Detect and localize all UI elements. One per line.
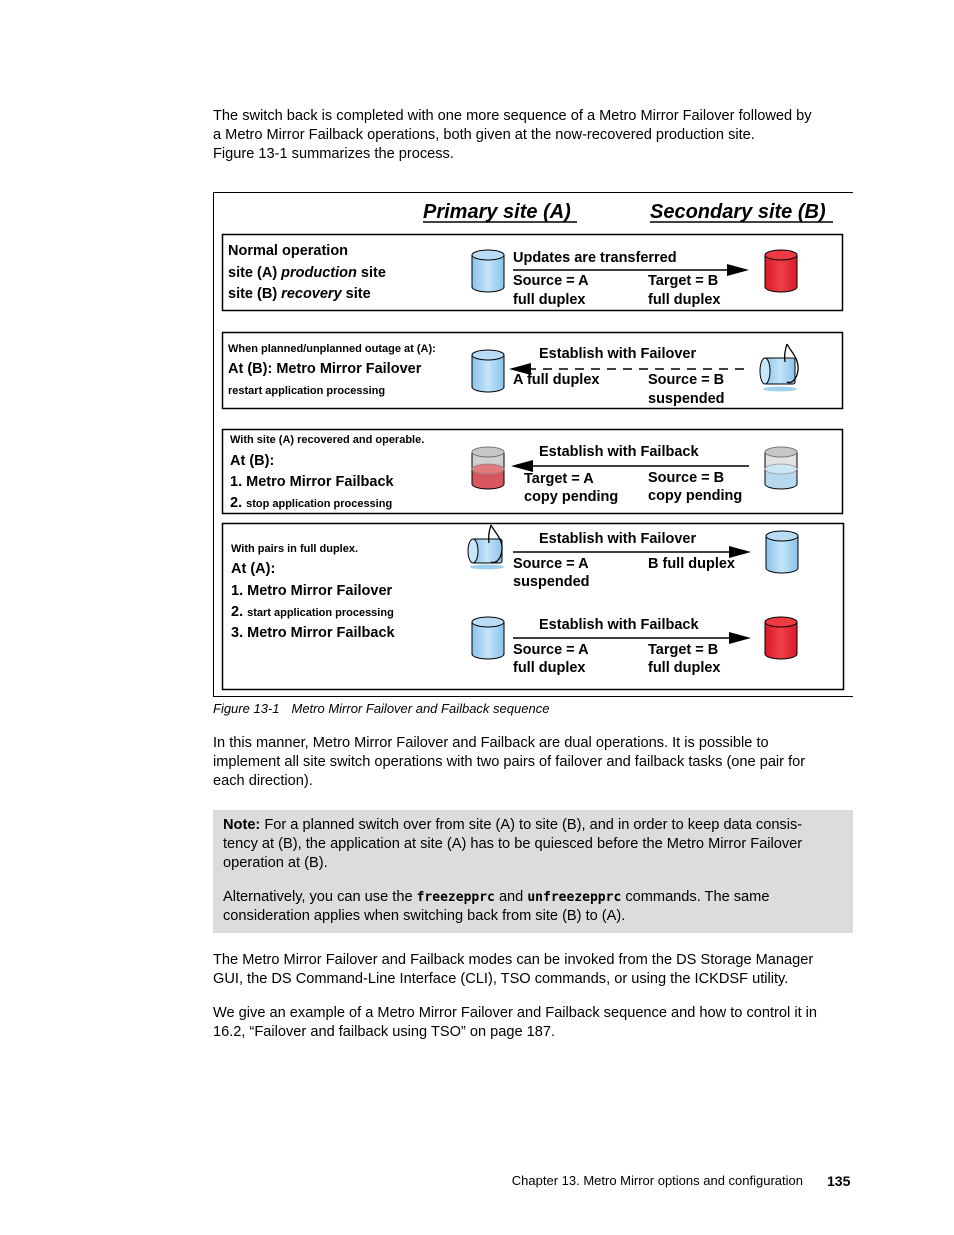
status-left: Source = A — [513, 273, 589, 289]
panel-failback-at-b — [223, 430, 843, 514]
step-1: 1. Metro Mirror Failback — [230, 474, 394, 490]
disk-blue-icon — [472, 350, 504, 392]
arrow-label: Establish with Failback — [539, 617, 699, 633]
panel-title: At (B): — [230, 453, 275, 469]
status-left: A full duplex — [513, 372, 600, 388]
arrow-label: Establish with Failback — [539, 444, 699, 460]
status-right-2: full duplex — [648, 292, 721, 308]
status-left: Target = A — [524, 471, 594, 487]
disk-red-icon — [765, 617, 797, 659]
status-left-2: suspended — [513, 574, 590, 590]
status-left-2: full duplex — [513, 660, 586, 676]
panel-small-text: When planned/unplanned outage at (A): — [228, 343, 436, 355]
status-right: Source = B — [648, 372, 725, 388]
site-a-role: site (A) production site — [228, 265, 386, 281]
status-right-2: full duplex — [648, 660, 721, 676]
header-primary-site: Primary site (A) — [423, 201, 571, 223]
status-right: Source = B — [648, 470, 725, 486]
panel-normal-operation — [223, 235, 843, 311]
panel-small-text: With pairs in full duplex. — [231, 543, 359, 555]
status-left-2: full duplex — [513, 292, 586, 308]
step-2: 2. stop application processing — [230, 495, 393, 511]
example-paragraph: We give an example of a Metro Mirror Failover and Failback sequence and how to control it in 16.2, “Failover and failback using TSO” on page 187. — [213, 1005, 818, 1040]
step-1: 1. Metro Mirror Failover — [231, 583, 393, 599]
disk-half-blue-icon — [765, 447, 797, 489]
panel-failover-at-b — [223, 333, 843, 409]
disk-blue-icon — [766, 531, 798, 573]
note-paragraph-2: Alternatively, you can use the freezepprc and unfreezepprc commands. The same — [223, 889, 770, 905]
status-right-2: suspended — [648, 391, 725, 407]
command-unfreezepprc: unfreezepprc — [527, 890, 622, 905]
panel-small-text: With site (A) recovered and operable. — [230, 434, 425, 446]
footer-chapter: Chapter 13. Metro Mirror options and configuration — [511, 1173, 803, 1188]
note-paragraph-1: Note: For a planned switch over from site (A) to site (B), and in order to keep data consis- — [223, 817, 803, 833]
arrow-label: Establish with Failover — [539, 346, 697, 362]
step-2: 2. start application processing — [231, 604, 394, 620]
command-freezepprc: freezepprc — [416, 890, 495, 905]
status-right: Target = B — [648, 642, 719, 658]
panel-title: Normal operation — [228, 243, 349, 259]
disk-red-icon — [765, 250, 797, 292]
step-3: 3. Metro Mirror Failback — [231, 625, 395, 641]
invocation-paragraph: The Metro Mirror Failover and Failback modes can be invoked from the DS Storage Manager GUI, the DS Command-Line Interface (CLI), TSO commands, or using the ICKDSF utility. — [213, 952, 814, 987]
status-left-2: copy pending — [524, 489, 619, 505]
status-right: B full duplex — [648, 556, 735, 572]
panel-failover-failback-at-a — [223, 524, 844, 690]
disk-blue-icon — [472, 617, 504, 659]
status-right: Target = B — [648, 273, 719, 289]
figure-diagram — [213, 192, 853, 697]
panel-title: At (B): Metro Mirror Failover — [228, 361, 422, 377]
arrow-label: Updates are transferred — [513, 250, 677, 266]
intro-paragraph: The switch back is completed with one more sequence of a Metro Mirror Failover followed by a Metro Mirror Failback operations, both given at the now-recovered production site. Figure 13-1 summarizes the process. — [213, 108, 812, 162]
panel-sub-text: restart application processing — [228, 385, 386, 397]
status-left: Source = A — [513, 556, 589, 572]
disk-blue-icon — [472, 250, 504, 292]
dual-operations-paragraph: In this manner, Metro Mirror Failover and Failback are dual operations. It is possible to implement all site switch operations with two pairs of failover and failback tasks (one pair for each direction). — [213, 735, 806, 789]
arrow-label: Establish with Failover — [539, 531, 697, 547]
site-b-role: site (B) recovery site — [228, 286, 371, 302]
panel-title: At (A): — [231, 561, 276, 577]
figure-caption: Figure 13-1 Metro Mirror Failover and Failback sequence — [213, 701, 550, 716]
note-box: Note: For a planned switch over from site (A) to site (B), and in order to keep data consis- tency at (B), the application at site (A) has to be quiesced before the Metro Mirror Failover operation at (B). Alternatively, you can use the freezepprc and unfreezepprc commands. The same consideration applies when switching back from site (B) to (A). — [213, 810, 853, 933]
figure-13-1 — [213, 192, 853, 697]
status-left: Source = A — [513, 642, 589, 658]
status-right-2: copy pending — [648, 488, 743, 504]
header-secondary-site: Secondary site (B) — [650, 201, 826, 223]
page-number: 135 — [827, 1173, 851, 1189]
disk-half-red-icon — [472, 447, 504, 489]
